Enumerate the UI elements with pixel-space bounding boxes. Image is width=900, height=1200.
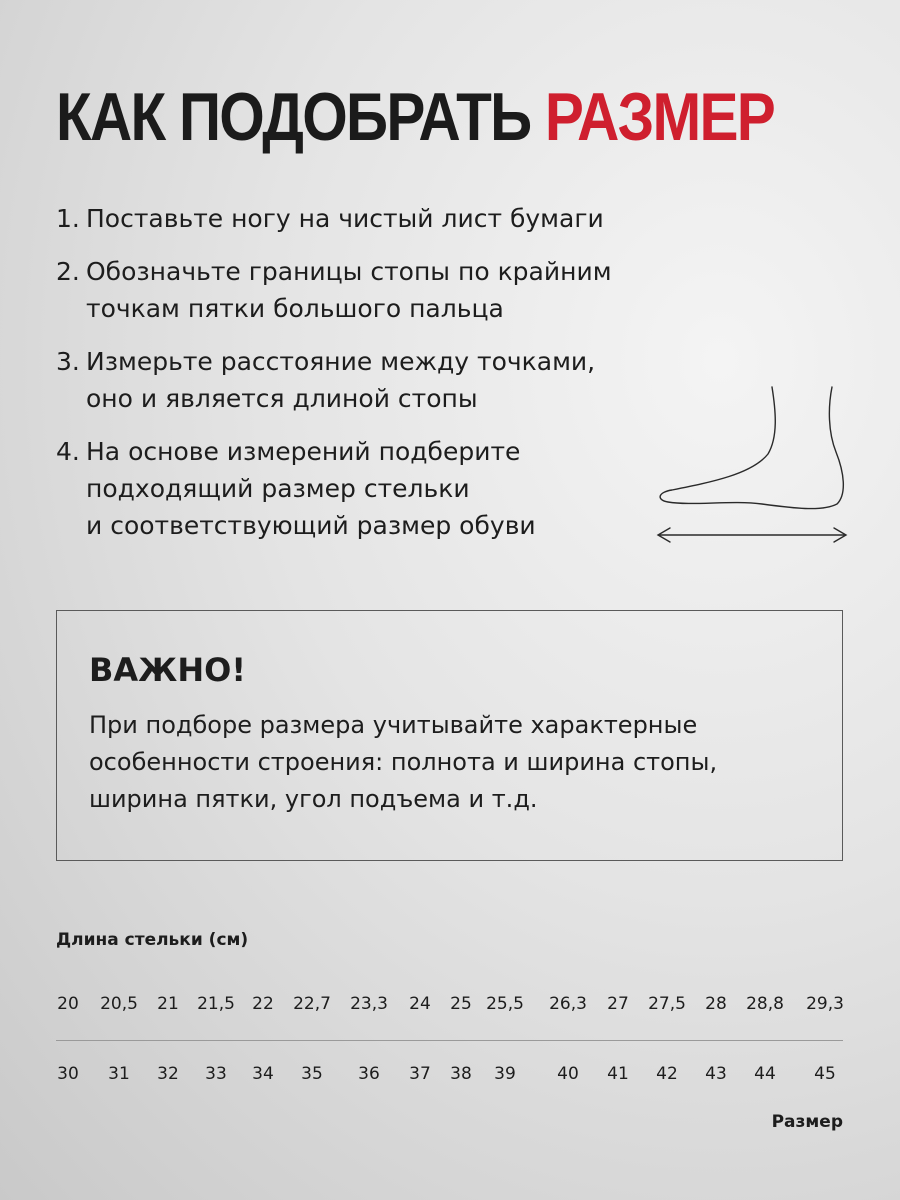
insole-length-cell: 27,5 [648, 994, 686, 1014]
shoe-size-cell: 42 [656, 1064, 678, 1084]
shoe-size-cell: 41 [607, 1064, 629, 1084]
shoe-size-cell: 34 [252, 1064, 274, 1084]
shoe-size-cell: 33 [205, 1064, 227, 1084]
shoe-size-row [56, 1064, 843, 1088]
insole-length-cell: 20,5 [100, 994, 138, 1014]
insole-length-cell: 23,3 [350, 994, 388, 1014]
insole-length-cell: 25 [450, 994, 472, 1014]
insole-length-cell: 22,7 [293, 994, 331, 1014]
insole-length-cell: 21 [157, 994, 179, 1014]
shoe-size-cell: 30 [57, 1064, 79, 1084]
insole-length-cell: 29,3 [806, 994, 844, 1014]
shoe-size-cell: 43 [705, 1064, 727, 1084]
shoe-size-cell: 36 [358, 1064, 380, 1084]
shoe-size-cell: 38 [450, 1064, 472, 1084]
step-text: Обозначьте границы стопы по крайним точкам пятки большого пальца [86, 257, 612, 323]
insole-length-cell: 21,5 [197, 994, 235, 1014]
insole-length-cell: 25,5 [486, 994, 524, 1014]
step-number: 2. [56, 257, 80, 286]
instruction-steps [56, 200, 656, 560]
insole-length-row [56, 994, 843, 1018]
insole-length-cell: 20 [57, 994, 79, 1014]
step-2 [56, 253, 656, 327]
step-number: 4. [56, 437, 80, 466]
step-number: 1. [56, 204, 80, 233]
title-accent: РАЗМЕР [544, 79, 775, 155]
shoe-size-cell: 45 [814, 1064, 836, 1084]
step-3 [56, 343, 656, 417]
shoe-size-cell: 44 [754, 1064, 776, 1084]
step-number: 3. [56, 347, 80, 376]
shoe-size-cell: 35 [301, 1064, 323, 1084]
table-divider [56, 1040, 843, 1041]
important-title: ВАЖНО! [89, 651, 246, 689]
shoe-size-cell: 40 [557, 1064, 579, 1084]
step-text: Поставьте ногу на чистый лист бумаги [86, 204, 604, 233]
insole-length-cell: 26,3 [549, 994, 587, 1014]
step-1 [56, 200, 656, 237]
insole-length-cell: 27 [607, 994, 629, 1014]
shoe-size-cell: 31 [108, 1064, 130, 1084]
foot-measure-icon [652, 382, 852, 552]
step-text: Измерьте расстояние между точками, оно и является длиной стопы [86, 347, 596, 413]
insole-length-cell: 24 [409, 994, 431, 1014]
insole-length-cell: 22 [252, 994, 274, 1014]
important-notice [56, 610, 843, 861]
title-main: КАК ПОДОБРАТЬ [56, 79, 531, 155]
step-4 [56, 433, 656, 544]
step-text: На основе измерений подберите подходящий размер стельки и соответствующий размер обуви [86, 437, 536, 540]
important-text: При подборе размера учитывайте характерные особенности строения: полнота и ширина стопы, ширина пятки, угол подъема и т.д. [89, 711, 718, 813]
page-title [56, 78, 774, 156]
insole-length-cell: 28,8 [746, 994, 784, 1014]
size-label: Размер [771, 1112, 843, 1132]
shoe-size-cell: 37 [409, 1064, 431, 1084]
shoe-size-cell: 32 [157, 1064, 179, 1084]
insole-length-label: Длина стельки (см) [56, 930, 249, 950]
shoe-size-cell: 39 [494, 1064, 516, 1084]
insole-length-cell: 28 [705, 994, 727, 1014]
